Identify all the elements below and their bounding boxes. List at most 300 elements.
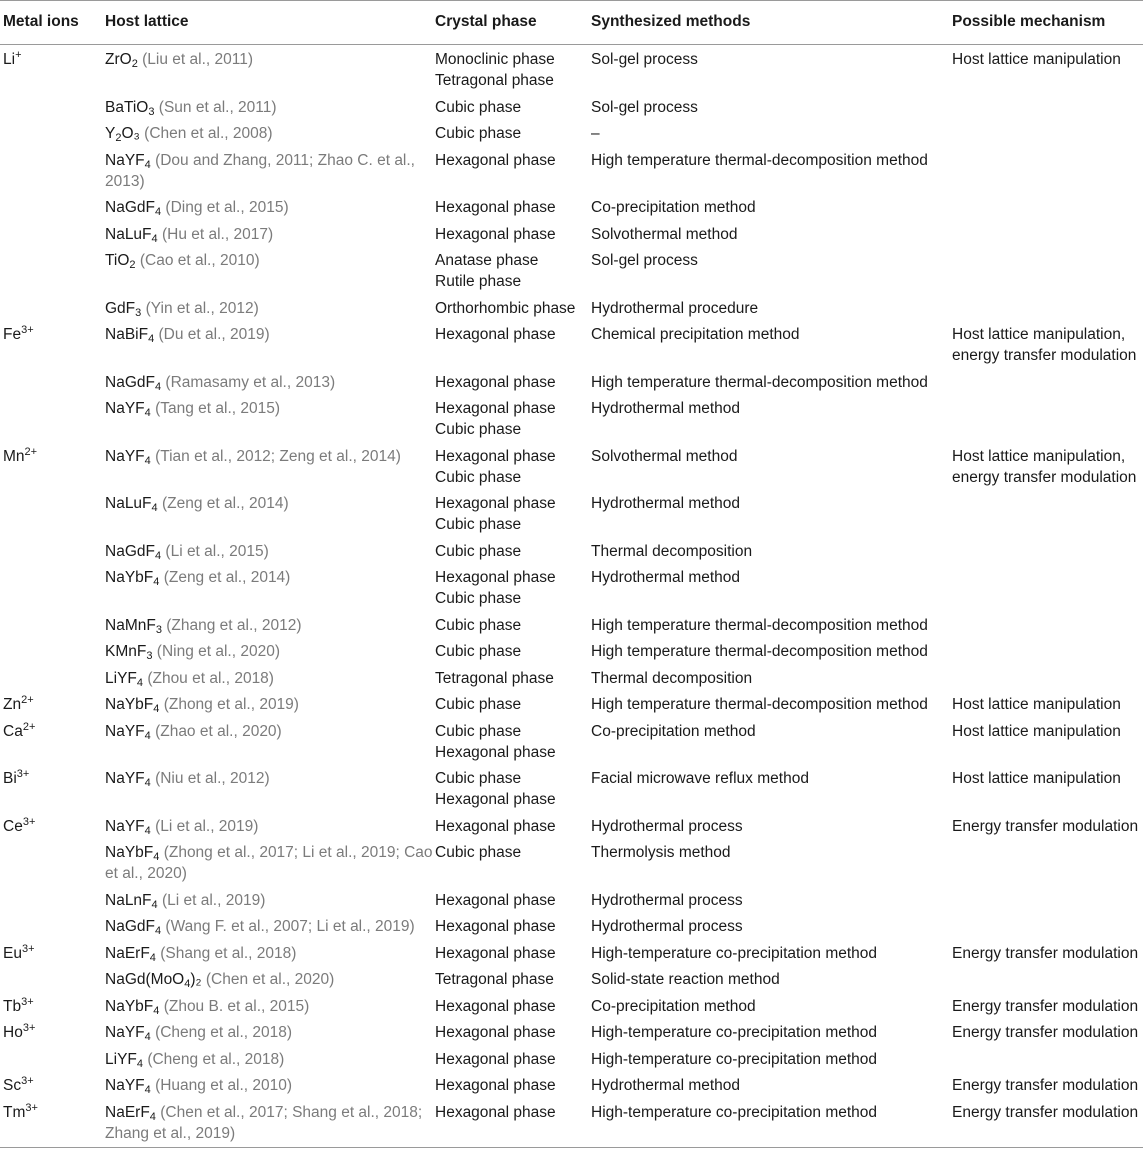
- phase-line: Cubic phase: [435, 643, 522, 660]
- method-text: Hydrothermal method: [591, 400, 741, 417]
- host-formula: NaGd(MoO: [105, 971, 185, 988]
- citation: (Ramasamy et al., 2013): [165, 373, 336, 391]
- mechanism-cell: [952, 324, 1143, 372]
- host-lattice-cell: [105, 1049, 435, 1076]
- mechanism-line: Host lattice manipulation: [952, 51, 1121, 68]
- table-row: [0, 324, 1143, 372]
- metal-ion-cell: [0, 493, 105, 541]
- host-lattice-cell: [105, 493, 435, 541]
- citation: (Wang F. et al., 2007; Li et al., 2019): [165, 918, 415, 935]
- host-subscript: 4: [144, 407, 151, 419]
- host-subscript: 4: [154, 925, 162, 937]
- mechanism-cell: [952, 372, 1143, 399]
- method-cell: [591, 123, 952, 150]
- metal-ion-cell: [0, 641, 105, 668]
- host-formula: GdF: [105, 299, 136, 317]
- table-row: [0, 398, 1143, 446]
- phase-line: Cubic phase: [435, 722, 522, 740]
- host-subscript: 3: [155, 623, 162, 636]
- ion-symbol: Ce: [3, 817, 23, 835]
- phase-line: Hexagonal phase: [435, 944, 556, 962]
- host-subscript: 4: [144, 454, 151, 467]
- host-subscript: 4: [184, 978, 191, 990]
- phase-line: Cubic phase: [435, 696, 522, 713]
- citation: (Chen et al., 2017; Shang et al., 2018; Zhang et al., 2019): [105, 1103, 423, 1142]
- host-formula: NaYF: [105, 447, 145, 465]
- host-formula: BaTiO: [105, 98, 149, 116]
- crystal-phase-cell: [435, 197, 591, 224]
- mechanism-cell: [952, 1049, 1143, 1076]
- host-subscript: 4: [153, 703, 160, 715]
- method-cell: [591, 842, 952, 890]
- crystal-phase-cell: [435, 969, 591, 996]
- table-row: [0, 197, 1143, 224]
- host-lattice-cell: [105, 197, 435, 224]
- metal-ion-cell: [0, 541, 105, 568]
- phase-line: Tetragonal phase: [435, 669, 554, 687]
- host-formula: NaYF: [105, 400, 145, 417]
- crystal-phase-cell: [435, 398, 591, 446]
- ion-charge: 3+: [21, 995, 34, 1008]
- ion-charge: +: [15, 49, 22, 61]
- mechanism-cell: [952, 197, 1143, 224]
- mechanism-cell: [952, 668, 1143, 695]
- host-subscript: 4: [136, 1057, 143, 1070]
- table-row: [0, 567, 1143, 615]
- host-lattice-cell: [105, 541, 435, 568]
- method-text: Hydrothermal process: [591, 891, 743, 909]
- metal-ion-cell: [0, 668, 105, 695]
- method-text: –: [591, 125, 600, 142]
- crystal-phase-cell: [435, 694, 591, 721]
- metal-ion-cell: [0, 372, 105, 399]
- host-formula: NaLuF: [105, 225, 152, 243]
- method-text: Sol-gel process: [591, 51, 698, 68]
- host-lattice-cell: [105, 615, 435, 642]
- host-lattice-cell: [105, 842, 435, 890]
- crystal-phase-cell: [435, 1075, 591, 1102]
- ion-symbol: Mn: [3, 447, 25, 465]
- citation: (Sun et al., 2011): [158, 98, 277, 116]
- crystal-phase-cell: [435, 615, 591, 642]
- host-formula: NaYF: [105, 151, 145, 169]
- host-formula: TiO: [105, 252, 130, 269]
- host-formula: NaYbF: [105, 569, 154, 586]
- method-text: Solvothermal method: [591, 447, 738, 465]
- table-row: [0, 615, 1143, 642]
- method-cell: [591, 97, 952, 124]
- ion-charge: 3+: [16, 768, 30, 780]
- host-subscript: 4: [151, 502, 158, 514]
- metal-ion-cell: [0, 45, 105, 97]
- mechanism-line: Energy transfer modulation: [952, 944, 1139, 962]
- citation: (Zhao et al., 2020): [155, 722, 282, 740]
- host-formula: NaYF: [105, 817, 145, 835]
- host-formula-rest: O₃: [121, 125, 140, 142]
- citation: (Chen et al., 2020): [205, 971, 335, 988]
- mechanism-line: Energy transfer modulation: [952, 1103, 1139, 1121]
- method-cell: [591, 816, 952, 843]
- phase-line: Hexagonal phase: [435, 997, 556, 1015]
- mechanism-cell: [952, 123, 1143, 150]
- host-formula: NaYbF: [105, 844, 154, 861]
- host-lattice-cell: [105, 641, 435, 668]
- mechanism-line: Energy transfer modulation: [952, 1024, 1139, 1041]
- method-cell: [591, 996, 952, 1023]
- mechanism-cell: [952, 890, 1143, 917]
- table-row: [0, 446, 1143, 494]
- citation: (Li et al., 2019): [161, 891, 266, 909]
- citation: (Ning et al., 2020): [156, 643, 280, 660]
- metal-ion-cell: [0, 567, 105, 615]
- table-row: [0, 694, 1143, 721]
- phase-line: Cubic phase: [435, 98, 522, 116]
- host-subscript: 4: [136, 676, 143, 689]
- host-lattice-cell: [105, 768, 435, 816]
- metal-ion-cell: [0, 943, 105, 970]
- mechanism-cell: [952, 446, 1143, 494]
- metal-ion-cell: [0, 969, 105, 996]
- mechanism-cell: [952, 1075, 1143, 1102]
- citation: (Cao et al., 2010): [139, 252, 260, 269]
- ion-charge: 3+: [25, 1101, 38, 1114]
- crystal-phase-cell: [435, 1102, 591, 1148]
- host-subscript: 4: [154, 380, 162, 393]
- phase-line: Cubic phase: [435, 421, 522, 438]
- mechanism-cell: [952, 842, 1143, 890]
- crystal-phase-cell: [435, 97, 591, 124]
- method-text: Facial microwave reflux method: [591, 770, 809, 787]
- method-cell: [591, 641, 952, 668]
- host-subscript: 4: [153, 1004, 160, 1017]
- ion-charge: 2+: [22, 720, 36, 733]
- citation: (Zhou et al., 2018): [147, 669, 274, 687]
- method-text: High-temperature co-precipitation method: [591, 1050, 878, 1068]
- metal-ion-cell: [0, 890, 105, 917]
- method-cell: [591, 250, 952, 298]
- host-formula: NaYF: [105, 1024, 145, 1041]
- table-row: [0, 250, 1143, 298]
- crystal-phase-cell: [435, 641, 591, 668]
- method-cell: [591, 1075, 952, 1102]
- host-subscript: 3: [146, 650, 153, 662]
- ion-charge: 3+: [21, 942, 35, 955]
- crystal-phase-cell: [435, 298, 591, 325]
- metal-ion-cell: [0, 1022, 105, 1049]
- table-row: [0, 721, 1143, 769]
- host-subscript: 3: [148, 105, 155, 118]
- table-row: [0, 493, 1143, 541]
- host-lattice-cell: [105, 969, 435, 996]
- host-lattice-cell: [105, 943, 435, 970]
- header-possible-mechanism: Possible mechanism: [952, 1, 1143, 45]
- phase-line: Cubic phase: [435, 616, 522, 634]
- table-body: [0, 45, 1143, 1148]
- mechanism-cell: [952, 943, 1143, 970]
- mechanism-cell: [952, 721, 1143, 769]
- host-lattice-cell: [105, 916, 435, 943]
- table-row: [0, 1049, 1143, 1076]
- crystal-phase-cell: [435, 567, 591, 615]
- method-text: Co-precipitation method: [591, 199, 756, 216]
- crystal-phase-cell: [435, 1022, 591, 1049]
- mechanism-cell: [952, 916, 1143, 943]
- phase-line: Hexagonal phase: [435, 569, 556, 586]
- host-lattice-cell: [105, 123, 435, 150]
- table-row: [0, 890, 1143, 917]
- citation: (Tang et al., 2015): [155, 400, 281, 417]
- host-formula: NaGdF: [105, 373, 155, 391]
- method-cell: [591, 916, 952, 943]
- host-formula: LiYF: [105, 669, 137, 687]
- host-formula: NaErF: [105, 1103, 150, 1121]
- metal-ion-cell: [0, 842, 105, 890]
- phase-line: Hexagonal phase: [435, 791, 556, 808]
- citation: (Zeng et al., 2014): [161, 495, 289, 512]
- host-subscript: 4: [144, 824, 151, 837]
- ion-charge: 3+: [22, 1022, 36, 1034]
- mechanism-cell: [952, 969, 1143, 996]
- phase-line: Monoclinic phase: [435, 51, 555, 68]
- mechanism-cell: [952, 816, 1143, 843]
- phase-line: Cubic phase: [435, 844, 522, 861]
- host-subscript: 2: [129, 259, 136, 271]
- citation: (Liu et al., 2011): [142, 51, 253, 68]
- method-cell: [591, 890, 952, 917]
- method-cell: [591, 541, 952, 568]
- method-text: Hydrothermal procedure: [591, 299, 759, 317]
- method-text: High temperature thermal-decomposition method: [591, 373, 928, 391]
- citation: (Ding et al., 2015): [165, 199, 289, 216]
- phase-line: Hexagonal phase: [435, 817, 556, 835]
- method-cell: [591, 493, 952, 541]
- mechanism-line: Energy transfer modulation: [952, 997, 1139, 1015]
- mechanism-line: Host lattice manipulation: [952, 696, 1121, 713]
- table-row: [0, 97, 1143, 124]
- crystal-phase-cell: [435, 493, 591, 541]
- phase-line: Hexagonal phase: [435, 891, 556, 909]
- host-formula: NaYF: [105, 722, 145, 740]
- citation: (Zeng et al., 2014): [163, 569, 291, 586]
- crystal-phase-cell: [435, 816, 591, 843]
- table-row: [0, 372, 1143, 399]
- ion-charge: 3+: [21, 324, 34, 336]
- mechanism-cell: [952, 493, 1143, 541]
- method-text: Sol-gel process: [591, 98, 698, 116]
- host-lattice-cell: [105, 224, 435, 251]
- table-row: [0, 969, 1143, 996]
- method-text: High temperature thermal-decomposition method: [591, 696, 928, 713]
- phase-line: Anatase phase: [435, 252, 539, 269]
- crystal-phase-cell: [435, 372, 591, 399]
- phase-line: Hexagonal phase: [435, 400, 556, 417]
- mechanism-line: energy transfer modulation: [952, 347, 1137, 364]
- table-row: [0, 916, 1143, 943]
- citation: (Zhou B. et al., 2015): [163, 997, 310, 1015]
- method-text: High-temperature co-precipitation method: [591, 1024, 878, 1041]
- citation: (Li et al., 2019): [155, 817, 259, 835]
- mechanism-cell: [952, 768, 1143, 816]
- metal-ion-cell: [0, 816, 105, 843]
- mechanism-cell: [952, 694, 1143, 721]
- phase-line: Orthorhombic phase: [435, 299, 576, 317]
- phase-line: Tetragonal phase: [435, 971, 554, 988]
- citation: (Zhong et al., 2017; Li et al., 2019; Cao et al., 2020): [105, 844, 433, 882]
- method-cell: [591, 224, 952, 251]
- ion-charge: 3+: [22, 815, 36, 828]
- crystal-phase-cell: [435, 446, 591, 494]
- host-formula: NaBiF: [105, 326, 149, 343]
- crystal-phase-cell: [435, 768, 591, 816]
- table-row: [0, 641, 1143, 668]
- phase-line: Hexagonal phase: [435, 326, 556, 343]
- phase-line: Cubic phase: [435, 468, 522, 486]
- phase-line: Rutile phase: [435, 273, 522, 290]
- ion-symbol: Bi: [3, 770, 17, 787]
- mechanism-cell: [952, 541, 1143, 568]
- crystal-phase-cell: [435, 45, 591, 97]
- method-cell: [591, 197, 952, 224]
- method-cell: [591, 45, 952, 97]
- method-cell: [591, 398, 952, 446]
- method-text: Co-precipitation method: [591, 997, 756, 1015]
- host-subscript: 4: [144, 729, 151, 742]
- method-cell: [591, 298, 952, 325]
- method-text: Chemical precipitation method: [591, 326, 800, 343]
- method-text: High temperature thermal-decomposition method: [591, 616, 928, 634]
- table-row: [0, 1022, 1143, 1049]
- mechanism-line: Energy transfer modulation: [952, 817, 1139, 835]
- citation: (Li et al., 2015): [165, 542, 269, 560]
- host-formula: LiYF: [105, 1050, 137, 1068]
- metal-ion-cell: [0, 97, 105, 124]
- crystal-phase-cell: [435, 150, 591, 198]
- host-lattice-cell: [105, 567, 435, 615]
- method-cell: [591, 1022, 952, 1049]
- table-row: [0, 768, 1143, 816]
- ion-symbol: Fe: [3, 326, 22, 343]
- phase-line: Hexagonal phase: [435, 447, 556, 465]
- method-cell: [591, 668, 952, 695]
- method-text: Sol-gel process: [591, 252, 698, 269]
- host-lattice-cell: [105, 1075, 435, 1102]
- host-lattice-cell: [105, 324, 435, 372]
- crystal-phase-cell: [435, 842, 591, 890]
- host-lattice-cell: [105, 45, 435, 97]
- mechanism-cell: [952, 250, 1143, 298]
- method-text: High temperature thermal-decomposition method: [591, 643, 928, 660]
- method-text: Co-precipitation method: [591, 722, 756, 740]
- host-formula: NaGdF: [105, 199, 155, 216]
- ion-symbol: Eu: [3, 944, 22, 962]
- header-row: [0, 1, 1143, 45]
- ion-symbol: Zn: [3, 696, 22, 713]
- citation: (Yin et al., 2012): [145, 299, 259, 317]
- citation: (Chen et al., 2008): [144, 125, 273, 142]
- method-text: Solvothermal method: [591, 225, 738, 243]
- host-lattice-cell: [105, 1022, 435, 1049]
- method-text: Hydrothermal method: [591, 569, 741, 586]
- host-lattice-cell: [105, 97, 435, 124]
- method-text: Hydrothermal process: [591, 817, 743, 835]
- method-cell: [591, 721, 952, 769]
- table-row: [0, 45, 1143, 97]
- phase-line: Hexagonal phase: [435, 1103, 556, 1121]
- crystal-phase-cell: [435, 250, 591, 298]
- crystal-phase-cell: [435, 224, 591, 251]
- metal-ion-cell: [0, 1102, 105, 1148]
- metal-ion-cell: [0, 224, 105, 251]
- ion-charge: 2+: [21, 694, 34, 706]
- header-host-lattice: Host lattice: [105, 1, 435, 45]
- table-row: [0, 943, 1143, 970]
- metal-ion-cell: [0, 398, 105, 446]
- host-formula: NaMnF: [105, 616, 156, 634]
- phase-line: Hexagonal phase: [435, 373, 556, 391]
- method-cell: [591, 372, 952, 399]
- mechanism-cell: [952, 97, 1143, 124]
- citation: (Cheng et al., 2018): [155, 1024, 293, 1041]
- mechanism-cell: [952, 45, 1143, 97]
- method-cell: [591, 1102, 952, 1148]
- metal-ion-cell: [0, 446, 105, 494]
- host-formula: NaYF: [105, 1077, 145, 1094]
- host-lattice-cell: [105, 250, 435, 298]
- host-subscript: 4: [151, 898, 158, 911]
- metal-ion-cell: [0, 694, 105, 721]
- citation: (Hu et al., 2017): [161, 225, 274, 243]
- method-text: Hydrothermal method: [591, 1077, 741, 1094]
- crystal-phase-cell: [435, 324, 591, 372]
- host-subscript: 4: [144, 1031, 151, 1043]
- mechanism-line: Host lattice manipulation,: [952, 447, 1126, 465]
- metal-ion-cell: [0, 123, 105, 150]
- mechanism-cell: [952, 1102, 1143, 1148]
- mechanism-cell: [952, 398, 1143, 446]
- method-text: High-temperature co-precipitation method: [591, 944, 878, 962]
- method-text: High-temperature co-precipitation method: [591, 1103, 878, 1121]
- ion-symbol: Tm: [3, 1103, 26, 1121]
- phase-line: Tetragonal phase: [435, 72, 554, 89]
- method-cell: [591, 1049, 952, 1076]
- table-row: [0, 123, 1143, 150]
- host-formula-rest: )₂: [190, 971, 202, 988]
- host-subscript: 3: [135, 306, 142, 319]
- method-text: Thermolysis method: [591, 844, 731, 861]
- metal-ion-cell: [0, 615, 105, 642]
- ion-charge: 3+: [21, 1075, 34, 1087]
- host-formula: KMnF: [105, 643, 147, 660]
- mechanism-line: Energy transfer modulation: [952, 1077, 1139, 1094]
- metal-ion-cell: [0, 324, 105, 372]
- host-subscript: 4: [144, 777, 151, 789]
- host-subscript: 2: [131, 58, 138, 70]
- phase-line: Hexagonal phase: [435, 743, 556, 761]
- method-cell: [591, 446, 952, 494]
- ion-symbol: Sc: [3, 1077, 22, 1094]
- citation: (Zhong et al., 2019): [163, 696, 299, 713]
- table-row: [0, 816, 1143, 843]
- metal-ion-cell: [0, 250, 105, 298]
- mechanism-line: Host lattice manipulation: [952, 770, 1121, 787]
- metal-ion-cell: [0, 916, 105, 943]
- phase-line: Cubic phase: [435, 542, 522, 560]
- citation: (Cheng et al., 2018): [147, 1050, 285, 1068]
- host-lattice-cell: [105, 996, 435, 1023]
- mechanism-cell: [952, 641, 1143, 668]
- mechanism-line: Host lattice manipulation,: [952, 326, 1126, 343]
- host-subscript: 4: [144, 158, 151, 171]
